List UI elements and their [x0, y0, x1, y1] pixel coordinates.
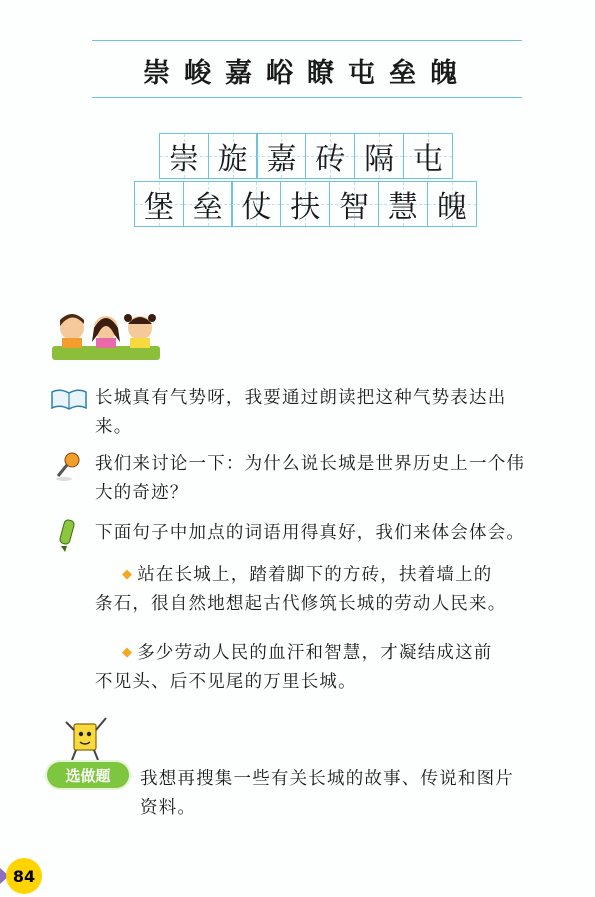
microphone-icon — [54, 450, 84, 482]
writing-cell: 崇 — [159, 133, 209, 179]
optional-exercise-badge: 选做题 — [47, 762, 129, 788]
notebook-character-icon — [62, 712, 110, 762]
text-line: 来。 — [95, 417, 133, 437]
writing-grid-row-2 — [135, 181, 477, 227]
reading-characters-box — [92, 40, 522, 98]
diamond-bullet-icon: ◆ — [122, 645, 134, 660]
text-line: 下面句子中加点的词语用得真好，我们来体会体会。 — [95, 523, 526, 543]
text-line: 我想再搜集一些有关长城的故事、传说和图片 — [140, 769, 514, 789]
writing-cell: 慧 — [378, 181, 428, 227]
writing-cell: 垒 — [183, 181, 233, 227]
discussion-item-discuss — [95, 450, 575, 508]
reading-characters: 崇峻嘉峪瞭屯垒魄 — [143, 58, 471, 89]
optional-exercise-text — [140, 765, 570, 823]
writing-cell: 智 — [329, 181, 379, 227]
children-discussion-illustration — [48, 306, 164, 362]
writing-grid-row-1 — [160, 133, 453, 179]
writing-cell: 旋 — [208, 133, 258, 179]
example-sentence-2 — [95, 638, 575, 697]
writing-cell: 仗 — [231, 181, 281, 227]
discussion-item-read — [95, 384, 575, 442]
writing-cell: 堡 — [134, 181, 184, 227]
example-sentence-1 — [95, 560, 575, 619]
writing-cell: 隔 — [354, 133, 404, 179]
writing-cell: 嘉 — [256, 133, 306, 179]
writing-cell: 扶 — [280, 181, 330, 227]
text-line: 大的奇迹？ — [95, 483, 189, 503]
writing-cell: 砖 — [305, 133, 355, 179]
text-line: 资料。 — [140, 798, 197, 818]
text-line: 多少劳动人民的血汗和智慧，才凝结成这前 — [137, 643, 493, 663]
discussion-item-appreciate — [95, 519, 575, 548]
text-line: 长城真有气势呀，我要通过朗读把这种气势表达出 — [95, 388, 507, 408]
diamond-bullet-icon: ◆ — [122, 567, 134, 582]
text-line: 我们来讨论一下：为什么说长城是世界历史上一个伟 — [95, 454, 526, 474]
pen-icon — [56, 518, 78, 554]
open-book-icon — [50, 388, 88, 412]
text-line: 站在长城上，踏着脚下的方砖，扶着墙上的 — [137, 565, 493, 585]
page-number: 84 — [6, 858, 42, 894]
writing-cell: 屯 — [403, 133, 453, 179]
text-line: 不见头、后不见尾的万里长城。 — [95, 672, 357, 692]
text-line: 条石，很自然地想起古代修筑长城的劳动人民来。 — [95, 594, 507, 614]
writing-cell: 魄 — [427, 181, 477, 227]
